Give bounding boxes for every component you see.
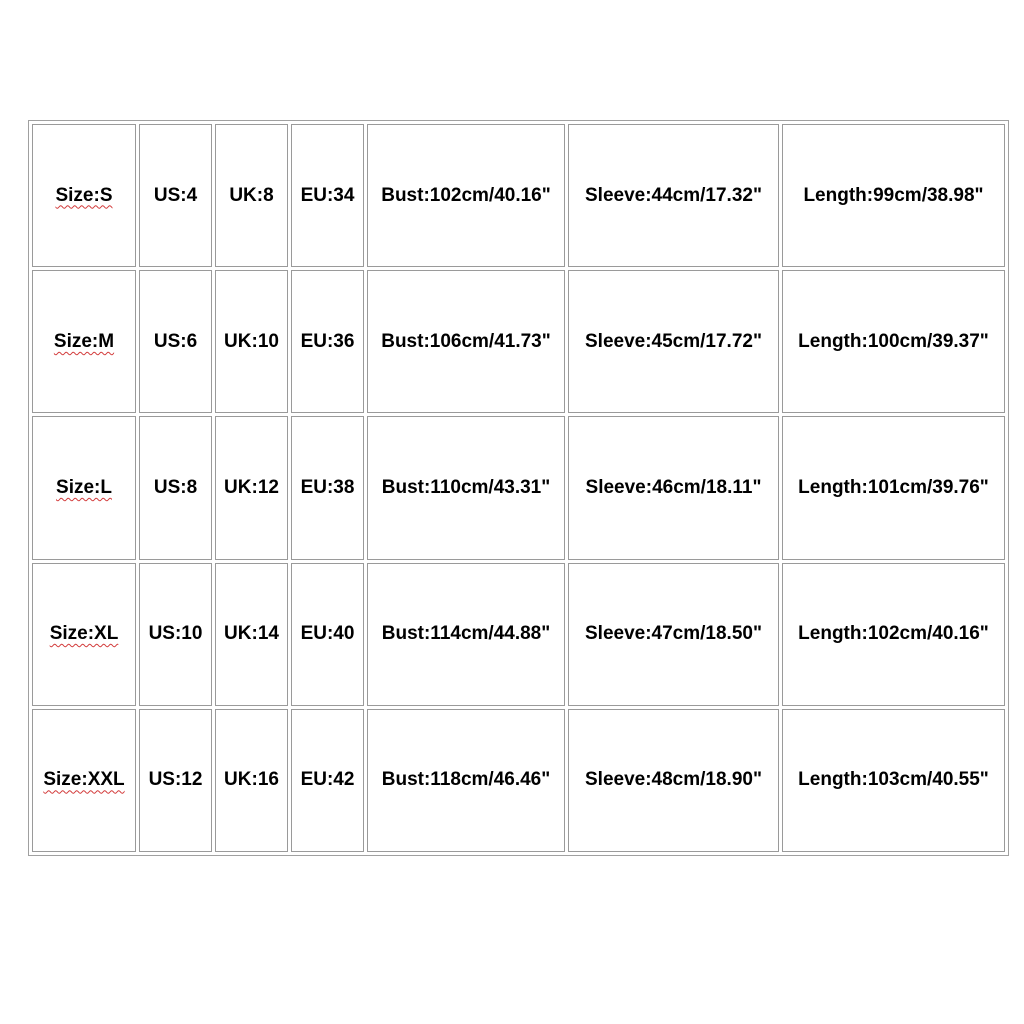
length-cell: Length:103cm/40.55" <box>782 709 1005 852</box>
us-size-cell: US:10 <box>139 563 212 706</box>
eu-size-cell: EU:34 <box>291 124 364 267</box>
uk-size-cell: UK:14 <box>215 563 288 706</box>
table-row <box>32 124 1005 267</box>
size-label: Size:S <box>55 184 113 206</box>
length-cell: Length:99cm/38.98" <box>782 124 1005 267</box>
uk-size-cell: UK:8 <box>215 124 288 267</box>
us-size-cell: US:6 <box>139 270 212 413</box>
size-cell <box>32 124 136 267</box>
sleeve-cell: Sleeve:48cm/18.90" <box>568 709 779 852</box>
us-size-cell: US:4 <box>139 124 212 267</box>
length-cell: Length:102cm/40.16" <box>782 563 1005 706</box>
eu-size-cell: EU:38 <box>291 416 364 559</box>
table-row <box>32 416 1005 559</box>
sleeve-cell: Sleeve:45cm/17.72" <box>568 270 779 413</box>
us-size-cell: US:12 <box>139 709 212 852</box>
uk-size-cell: UK:10 <box>215 270 288 413</box>
eu-size-cell: EU:42 <box>291 709 364 852</box>
bust-cell: Bust:102cm/40.16" <box>367 124 565 267</box>
table-row <box>32 270 1005 413</box>
sleeve-cell: Sleeve:44cm/17.32" <box>568 124 779 267</box>
uk-size-cell: UK:12 <box>215 416 288 559</box>
eu-size-cell: EU:40 <box>291 563 364 706</box>
bust-cell: Bust:114cm/44.88" <box>367 563 565 706</box>
size-cell <box>32 709 136 852</box>
size-label: Size:L <box>56 476 112 498</box>
bust-cell: Bust:118cm/46.46" <box>367 709 565 852</box>
length-cell: Length:100cm/39.37" <box>782 270 1005 413</box>
size-cell <box>32 270 136 413</box>
size-label: Size:XXL <box>43 769 125 791</box>
size-cell <box>32 416 136 559</box>
table-row <box>32 563 1005 706</box>
size-chart-table <box>28 120 1009 856</box>
sleeve-cell: Sleeve:47cm/18.50" <box>568 563 779 706</box>
size-label: Size:M <box>53 330 115 352</box>
table-row <box>32 709 1005 852</box>
uk-size-cell: UK:16 <box>215 709 288 852</box>
eu-size-cell: EU:36 <box>291 270 364 413</box>
sleeve-cell: Sleeve:46cm/18.11" <box>568 416 779 559</box>
bust-cell: Bust:110cm/43.31" <box>367 416 565 559</box>
size-cell <box>32 563 136 706</box>
size-label: Size:XL <box>49 623 119 645</box>
us-size-cell: US:8 <box>139 416 212 559</box>
bust-cell: Bust:106cm/41.73" <box>367 270 565 413</box>
length-cell: Length:101cm/39.76" <box>782 416 1005 559</box>
